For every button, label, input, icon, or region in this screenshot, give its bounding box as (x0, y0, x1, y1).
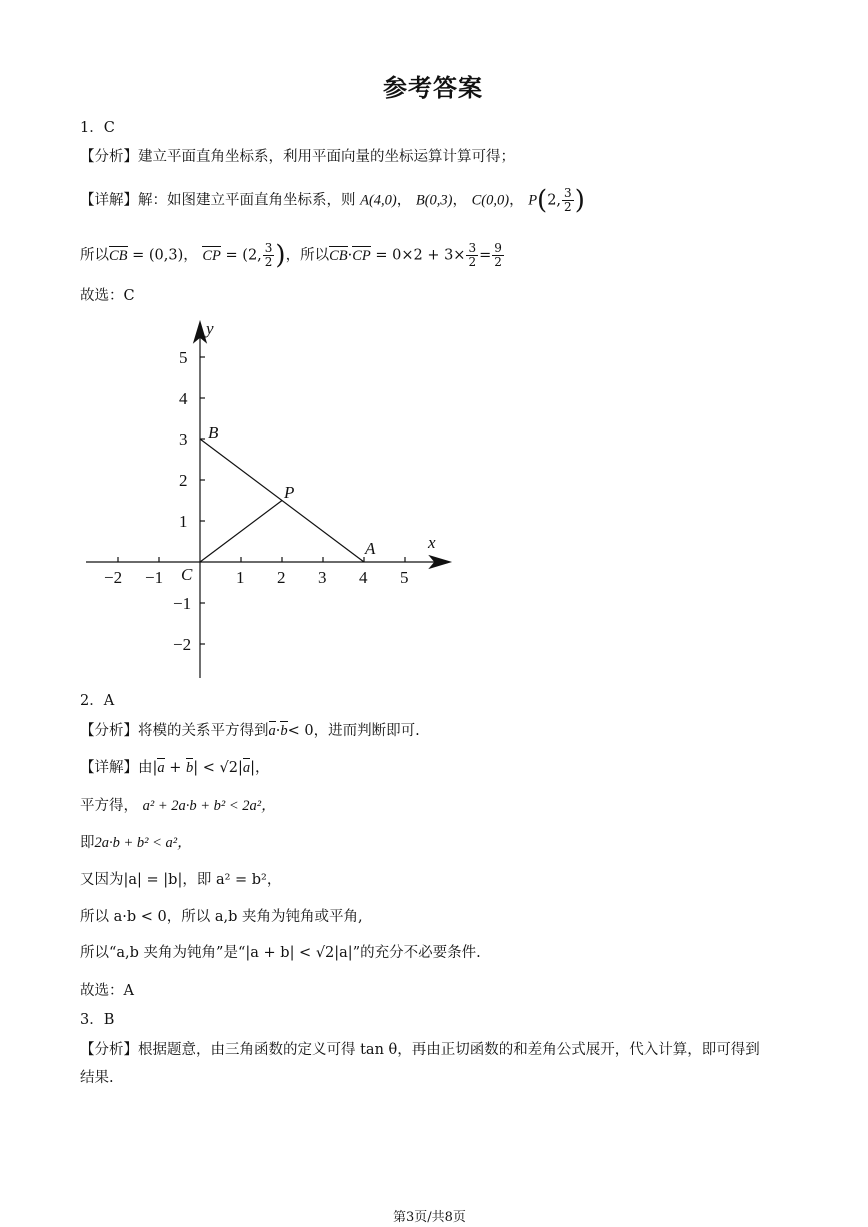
fraction-9-2: $\frac{9}{2}$ (494, 241, 502, 269)
point-b-coord: B(0,3) (415, 192, 453, 209)
q1-conclusion: 故选：C (80, 288, 135, 304)
x-tick-label: −1 (145, 568, 164, 587)
q3-header: 3．B (80, 1012, 115, 1028)
q2-suoyi: 所以 a·b < 0，所以 a,b 夹角为钝角或平角, (80, 909, 363, 925)
y-tick-label: −2 (173, 635, 192, 654)
point-c-label: C (181, 565, 193, 584)
point-a-coord: A(4,0) (360, 192, 397, 209)
vector-cb: CB (109, 245, 128, 267)
point-c-coord: C(0,0) (471, 192, 510, 209)
analysis-tag: 【分析】 (80, 149, 138, 165)
analysis-tag: 【分析】 (80, 1042, 138, 1058)
q1-header: 1．C (80, 120, 115, 136)
q2-ji: 即2a·b + b² < a²， (80, 835, 192, 851)
q2-condition: 所以“a,b 夹角为钝角”是“|a + b| < √2|a|”的充分不必要条件. (80, 945, 481, 961)
page-title: 参考答案 (383, 74, 483, 102)
detail-tag: 【详解】 (80, 760, 138, 776)
q2-square: 平方得， a² + 2a·b + b² < 2a²， (80, 798, 276, 814)
analysis-tag: 【分析】 (80, 723, 138, 739)
q2-detail: 【详解】由|a + b| < √2|a|， (80, 757, 270, 779)
point-p-label: P (528, 192, 538, 209)
y-tick-label: −1 (173, 594, 192, 613)
x-tick-label: 2 (277, 568, 286, 587)
x-tick-label: 1 (236, 568, 245, 587)
q2-conclusion: 故选：A (80, 983, 134, 999)
y-tick-label: 1 (179, 512, 188, 531)
y-tick-label: 2 (179, 471, 188, 490)
fraction-3-2: $\frac{3}{2}$ (564, 186, 572, 214)
x-tick-label: 4 (359, 568, 368, 587)
q2-youyin: 又因为|a| = |b|，即 a² = b²， (80, 872, 282, 888)
analysis-text: 建立平面直角坐标系，利用平面向量的坐标运算计算可得； (138, 149, 515, 165)
point-p-label: P (284, 483, 295, 502)
x-tick-label: −2 (104, 568, 123, 587)
q1-detail: 【详解】解：如图建立平面直角坐标系，则 A(4,0)， B(0,3)， C(0,0)， P(2, $\frac{3}{2}$ ) (80, 185, 585, 216)
vector-cb: CB (329, 245, 348, 267)
page-number: 第3页/共8页 (393, 1210, 466, 1225)
vector-cb-value: = (0,3) (132, 247, 184, 264)
q2-analysis: 【分析】将模的关系平方得到a·b< 0，进而判断即可. (80, 720, 420, 742)
detail-tag: 【详解】 (80, 192, 138, 209)
q3-analysis-cont: 结果. (80, 1070, 114, 1086)
vector-cp: CP (352, 245, 371, 267)
detail-intro: 解：如图建立平面直角坐标系，则 (138, 192, 356, 209)
q1-analysis (80, 146, 515, 168)
fraction-3-2: $\frac{3}{2}$ (264, 241, 273, 269)
x-axis-label: x (428, 533, 436, 552)
q1-vectors: 所以CB = (0,3)， CP = (2, $\frac{3}{2}$ )，所以CB·CP = 0×2 + 3× $\frac{3}{2}$ = $\frac{9}{2}$ (80, 240, 502, 271)
fraction-3-2: $\frac{3}{2}$ (468, 241, 477, 269)
coordinate-figure (80, 318, 460, 683)
y-axis-label: y (206, 319, 214, 338)
y-tick-label: 4 (179, 389, 188, 408)
y-tick-label: 3 (179, 430, 188, 449)
q3-analysis: 【分析】根据题意，由三角函数的定义可得 tan θ，再由正切函数的和差角公式展开，代入计算，即可得到 (80, 1042, 760, 1058)
point-a-label: A (365, 539, 376, 558)
vector-cp: CP (202, 245, 221, 267)
point-b-label: B (208, 423, 219, 442)
x-tick-label: 3 (318, 568, 327, 587)
q2-header: 2．A (80, 693, 115, 709)
y-tick-label: 5 (179, 348, 188, 367)
x-tick-label: 5 (400, 568, 409, 587)
dot-expression: = 0×2 + 3× (375, 247, 466, 264)
segment-cp (200, 501, 282, 563)
